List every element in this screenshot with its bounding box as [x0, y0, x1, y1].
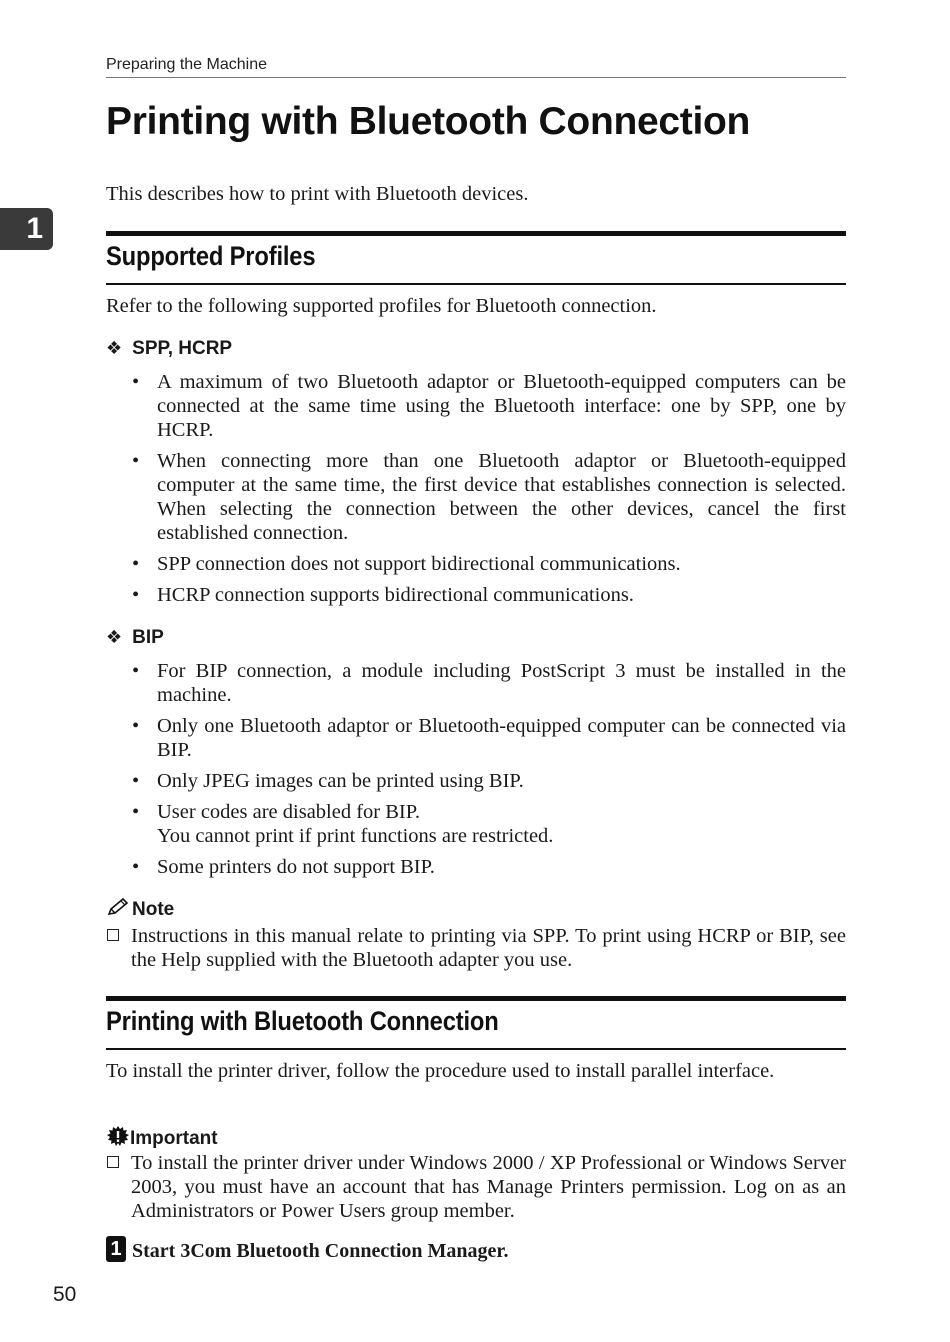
four-diamond-icon: ❖ [106, 338, 123, 358]
list-item-text: User codes are disabled for BIP. [157, 801, 421, 823]
bullet-icon: • [132, 715, 140, 737]
list-item-text: For BIP connection, a module including PostScript 3 must be installed in the machine. [157, 660, 846, 706]
section-heading-supported-profiles: Supported Profiles [106, 241, 316, 271]
subheading-spp-hcrp [106, 338, 232, 360]
important-heading [106, 1125, 218, 1150]
printing-intro: To install the printer driver, follow the procedure used to install parallel interface. [106, 1060, 775, 1082]
subheading-bip [106, 627, 164, 649]
bullet-icon: • [132, 856, 140, 878]
bullet-icon: • [132, 553, 140, 575]
section-rule-top [106, 231, 846, 236]
step-text: Start 3Com Bluetooth Connection Manager. [132, 1240, 509, 1262]
header-rule [106, 77, 846, 78]
page-title: Printing with Bluetooth Connection [106, 100, 751, 143]
list-item [132, 552, 846, 576]
section-rule-bottom [106, 283, 846, 285]
list-item [132, 855, 846, 879]
list-item-text: A maximum of two Bluetooth adaptor or Bluetooth-equipped computers can be connected at the same time using the Bluetooth interface: one by SPP, one by HCRP. [157, 371, 846, 441]
section-rule-bottom [106, 1048, 846, 1050]
bullet-icon: • [132, 801, 140, 823]
page-number: 50 [53, 1283, 77, 1306]
list-item-text-line2: You cannot print if print functions are restricted. [157, 825, 554, 847]
list-item [132, 714, 846, 762]
list-item-text: Some printers do not support BIP. [157, 856, 435, 878]
checkbox-icon [107, 1156, 119, 1168]
list-item-text: Only JPEG images can be printed using BIP. [157, 770, 524, 792]
note-heading [106, 897, 174, 921]
list-item-text: SPP connection does not support bidirectional communications. [157, 553, 681, 575]
spp-hcrp-list [132, 370, 846, 607]
list-item [132, 583, 846, 607]
subheading-bip-label: BIP [132, 627, 164, 648]
supported-profiles-intro: Refer to the following supported profiles for Bluetooth connection. [106, 295, 657, 317]
running-head: Preparing the Machine [106, 56, 267, 73]
chapter-tab: 1 [0, 208, 53, 250]
bullet-icon: • [132, 584, 140, 606]
note-label: Note [132, 899, 175, 920]
list-item-text: Instructions in this manual relate to printing via SPP. To print using HCRP or BIP, see the Help supplied with the Bluetooth adapter you use. [131, 925, 846, 971]
four-diamond-icon: ❖ [106, 627, 123, 647]
gear-badge-icon [106, 1125, 130, 1147]
list-item [132, 659, 846, 707]
list-item [106, 924, 846, 972]
bullet-icon: • [132, 450, 140, 472]
list-item [132, 449, 846, 545]
section-heading-printing: Printing with Bluetooth Connection [106, 1006, 499, 1036]
bip-list [132, 659, 846, 879]
pencil-icon [106, 897, 130, 917]
list-item-text: Only one Bluetooth adaptor or Bluetooth-equipped computer can be connected via BIP. [157, 715, 846, 761]
subheading-spp-hcrp-label: SPP, HCRP [132, 338, 233, 359]
bullet-icon: • [132, 371, 140, 393]
list-item-text: When connecting more than one Bluetooth adaptor or Bluetooth-equipped computer at the same time, the first device that establishes connection is selected. When selecting the connection between the other devices, cancel the first established connection. [157, 450, 846, 544]
list-item [132, 370, 846, 442]
checkbox-icon [107, 929, 119, 941]
bullet-icon: • [132, 660, 140, 682]
list-item-text: To install the printer driver under Windows 2000 / XP Professional or Windows Server 2003, you must have an account that has Manage Printers permission. Log on as an Administrators or Power Users group member. [131, 1152, 846, 1222]
important-list [106, 1151, 846, 1223]
intro-paragraph: This describes how to print with Bluetooth devices. [106, 183, 529, 205]
note-list [106, 924, 846, 972]
bullet-icon: • [132, 770, 140, 792]
list-item [106, 1151, 846, 1223]
list-item [132, 769, 846, 793]
important-label: Important [130, 1128, 218, 1149]
section-rule-top [106, 996, 846, 1001]
list-item [132, 800, 846, 848]
step-number: 1 [106, 1236, 126, 1262]
list-item-text: HCRP connection supports bidirectional communications. [157, 584, 634, 606]
